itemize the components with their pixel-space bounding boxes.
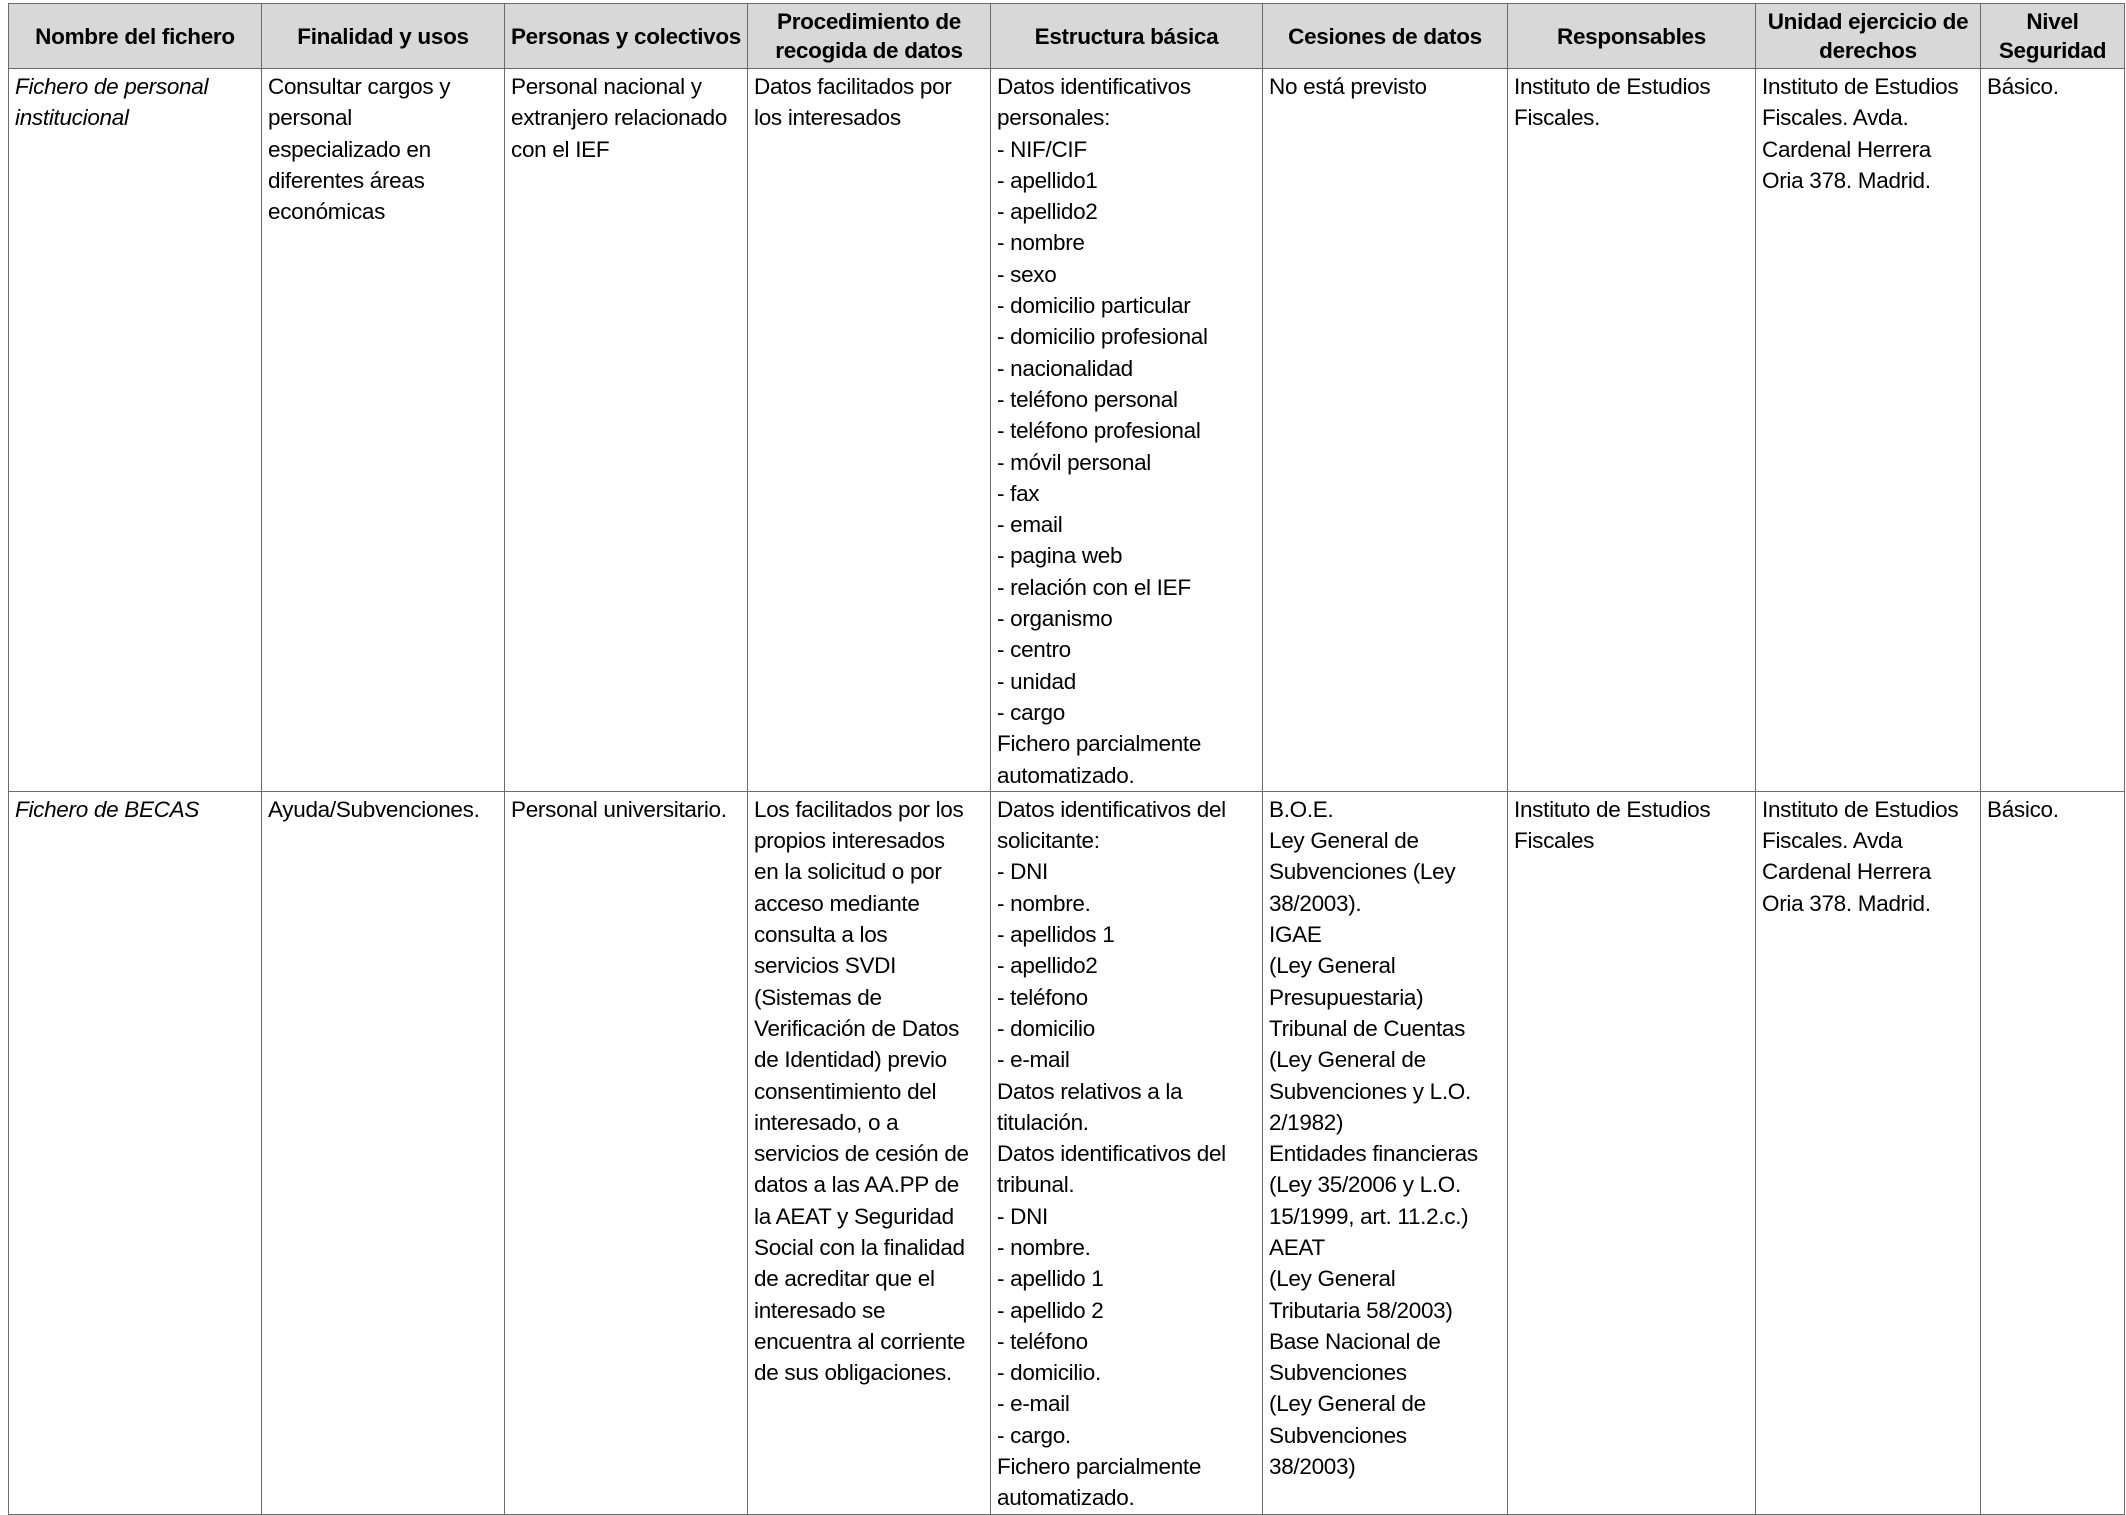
cell-text-line: - apellido1 [997, 167, 1098, 193]
header-estructura-basica: Estructura básica [991, 4, 1263, 69]
cell-responsables [1508, 791, 1756, 1514]
cell-text-line: Instituto de Estudios [1514, 74, 1711, 99]
header-nivel-seguridad: Nivel Seguridad [1981, 4, 2125, 69]
cell-text-line: Fichero de BECAS [15, 796, 200, 822]
cell-personas [505, 69, 748, 792]
cell-text-line: de sus obligaciones. [754, 1360, 952, 1386]
cell-text-line: - e-mail [997, 1047, 1070, 1073]
cell-text-line: Fichero de personal [15, 74, 209, 99]
cell-text-line: - email [997, 512, 1063, 538]
cell-text-line: - NIF/CIF [997, 136, 1087, 162]
cell-text-line: (Ley 35/2006 y L.O. [1269, 1172, 1461, 1198]
cell-text-line: Datos identificativos [997, 74, 1191, 99]
cell-text-line: - teléfono [997, 1328, 1088, 1354]
cell-text-line: con el IEF [511, 136, 610, 162]
cell-text-line: - domicilio. [997, 1360, 1101, 1386]
cell-text-line: - e-mail [997, 1391, 1070, 1417]
cell-text-line: - nacionalidad [997, 355, 1133, 381]
cell-text-line: personal [268, 105, 352, 131]
cell-text-line: Fiscales. Avda. [1762, 105, 1909, 131]
cell-text-line: acceso mediante [754, 890, 920, 916]
cell-text-line: diferentes áreas [268, 167, 425, 193]
header-procedimiento-recogida: Procedimiento de recogida de datos [748, 4, 991, 69]
cell-nombre [9, 791, 262, 1514]
cell-text-line: - domicilio [997, 1015, 1095, 1041]
cell-nombre [9, 69, 262, 792]
cell-text-line: - sexo [997, 261, 1057, 287]
cell-text-line: - centro [997, 637, 1071, 663]
cell-text-line: - móvil personal [997, 449, 1152, 475]
cell-text-line: AEAT [1269, 1234, 1325, 1260]
cell-procedimiento [748, 69, 991, 792]
header-personas-y-colectivos: Personas y colectivos [505, 4, 748, 69]
header-nombre-del-fichero: Nombre del fichero [9, 4, 262, 69]
cell-text-line: (Sistemas de [754, 984, 882, 1010]
cell-personas [505, 791, 748, 1514]
cell-text-line: Personal universitario. [511, 796, 727, 822]
cell-text-line: IGAE [1269, 922, 1322, 948]
header-unidad-ejercicio-derechos: Unidad ejercicio de derechos [1756, 4, 1981, 69]
cell-text-line: servicios SVDI [754, 953, 897, 979]
cell-text-line: titulación. [997, 1109, 1089, 1135]
cell-unidad [1756, 791, 1981, 1514]
cell-text-line: la AEAT y Seguridad [754, 1203, 954, 1229]
cell-text-line: Tribunal de Cuentas [1269, 1015, 1466, 1041]
cell-text-line: propios interesados [754, 828, 945, 854]
cell-text-line: Datos identificativos del [997, 1141, 1226, 1167]
cell-text-line: en la solicitud o por [754, 859, 942, 885]
cell-text-line: Subvenciones (Ley [1269, 859, 1456, 885]
cell-text-line: Fiscales. Avda [1762, 828, 1903, 854]
cell-text-line: - teléfono personal [997, 386, 1178, 412]
cell-cesiones [1263, 791, 1508, 1514]
cell-text-line: - fax [997, 480, 1040, 506]
cell-text-line: Presupuestaria) [1269, 984, 1424, 1010]
cell-text-line: encuentra al corriente [754, 1328, 966, 1354]
cell-text-line: personales: [997, 105, 1111, 131]
cell-text-line: Consultar cargos y [268, 74, 451, 99]
cell-text-line: (Ley General de [1269, 1391, 1426, 1417]
cell-text-line: - cargo [997, 699, 1065, 725]
header-responsables: Responsables [1508, 4, 1756, 69]
table-row [9, 69, 2125, 792]
cell-text-line: de Identidad) previo [754, 1047, 947, 1073]
cell-text-line: automatizado. [997, 762, 1135, 788]
cell-text-line: Fichero parcialmente [997, 731, 1202, 757]
cell-text-line: Subvenciones y L.O. [1269, 1078, 1471, 1104]
cell-text-line: Instituto de Estudios [1514, 796, 1711, 822]
cell-text-line: Fichero parcialmente [997, 1454, 1202, 1480]
header-row [9, 4, 2125, 69]
cell-text-line: Verificación de Datos [754, 1015, 960, 1041]
cell-text-line: Datos relativos a la [997, 1078, 1183, 1104]
cell-text-line: Básico. [1987, 74, 2059, 99]
cell-text-line: Instituto de Estudios [1762, 796, 1959, 822]
cell-text-line: institucional [15, 105, 129, 131]
cell-text-line: - nombre. [997, 1234, 1091, 1260]
cell-text-line: Tributaria 58/2003) [1269, 1297, 1453, 1323]
cell-text-line: Los facilitados por los [754, 796, 964, 822]
cell-cesiones [1263, 69, 1508, 792]
cell-text-line: 38/2003) [1269, 1454, 1356, 1480]
cell-finalidad [262, 791, 505, 1514]
header-finalidad-y-usos: Finalidad y usos [262, 4, 505, 69]
cell-text-line: automatizado. [997, 1485, 1135, 1511]
cell-text-line: extranjero relacionado [511, 105, 728, 131]
cell-estructura [991, 69, 1263, 792]
cell-text-line: de acreditar que el [754, 1266, 935, 1292]
cell-text-line: - pagina web [997, 543, 1123, 569]
cell-text-line: - teléfono [997, 984, 1088, 1010]
cell-text-line: 38/2003). [1269, 890, 1362, 916]
cell-nivel [1981, 69, 2125, 792]
cell-text-line: consentimiento del [754, 1078, 937, 1104]
cell-text-line: - domicilio particular [997, 293, 1191, 319]
cell-text-line: - cargo. [997, 1422, 1071, 1448]
cell-text-line: Social con la finalidad [754, 1234, 965, 1260]
cell-text-line: - apellido 1 [997, 1266, 1104, 1292]
cell-text-line: Personal nacional y [511, 74, 702, 99]
cell-text-line: (Ley General de [1269, 1047, 1426, 1073]
cell-text-line: Oria 378. Madrid. [1762, 890, 1931, 916]
cell-text-line: interesado se [754, 1297, 886, 1323]
cell-text-line: - nombre. [997, 890, 1091, 916]
cell-text-line: - unidad [997, 668, 1076, 694]
cell-estructura [991, 791, 1263, 1514]
cell-text-line: los interesados [754, 105, 901, 131]
cell-text-line: Instituto de Estudios [1762, 74, 1959, 99]
cell-text-line: - DNI [997, 859, 1048, 885]
cell-text-line: (Ley General [1269, 1266, 1396, 1292]
cell-text-line: especializado en [268, 136, 431, 162]
cell-text-line: - teléfono profesional [997, 418, 1201, 444]
cell-text-line: Entidades financieras [1269, 1141, 1478, 1167]
cell-text-line: - apellido2 [997, 199, 1098, 225]
cell-text-line: servicios de cesión de [754, 1141, 969, 1167]
cell-text-line: Básico. [1987, 796, 2059, 822]
cell-text-line: Ayuda/Subvenciones. [268, 796, 480, 822]
cell-procedimiento [748, 791, 991, 1514]
cell-text-line: Cardenal Herrera [1762, 859, 1932, 885]
cell-unidad [1756, 69, 1981, 792]
cell-text-line: 15/1999, art. 11.2.c.) [1269, 1203, 1469, 1229]
cell-text-line: - apellido 2 [997, 1297, 1104, 1323]
header-cesiones-de-datos: Cesiones de datos [1263, 4, 1508, 69]
cell-text-line: Datos identificativos del [997, 796, 1226, 822]
table-row [9, 791, 2125, 1514]
cell-text-line: Oria 378. Madrid. [1762, 167, 1931, 193]
cell-text-line: 2/1982) [1269, 1109, 1344, 1135]
cell-text-line: - domicilio profesional [997, 324, 1208, 350]
cell-text-line: interesado, o a [754, 1109, 899, 1135]
cell-nivel [1981, 791, 2125, 1514]
cell-text-line: - apellido2 [997, 953, 1098, 979]
cell-text-line: - relación con el IEF [997, 574, 1191, 600]
cell-text-line: No está previsto [1269, 74, 1427, 99]
cell-text-line: Subvenciones [1269, 1360, 1407, 1386]
cell-text-line: B.O.E. [1269, 796, 1334, 822]
data-files-table [8, 3, 2125, 1515]
cell-finalidad [262, 69, 505, 792]
cell-text-line: Base Nacional de [1269, 1328, 1441, 1354]
cell-text-line: Datos facilitados por [754, 74, 952, 99]
cell-text-line: datos a las AA.PP de [754, 1172, 959, 1198]
cell-text-line: consulta a los [754, 922, 888, 948]
cell-text-line: - nombre [997, 230, 1085, 256]
cell-text-line: solicitante: [997, 828, 1100, 854]
cell-text-line: Fiscales [1514, 828, 1595, 854]
cell-responsables [1508, 69, 1756, 792]
cell-text-line: - DNI [997, 1203, 1048, 1229]
cell-text-line: Fiscales. [1514, 105, 1601, 131]
cell-text-line: tribunal. [997, 1172, 1075, 1198]
cell-text-line: (Ley General [1269, 953, 1396, 979]
cell-text-line: - apellidos 1 [997, 922, 1115, 948]
cell-text-line: - organismo [997, 606, 1113, 632]
cell-text-line: Ley General de [1269, 828, 1419, 854]
cell-text-line: Subvenciones [1269, 1422, 1407, 1448]
cell-text-line: Cardenal Herrera [1762, 136, 1932, 162]
cell-text-line: económicas [268, 199, 386, 225]
